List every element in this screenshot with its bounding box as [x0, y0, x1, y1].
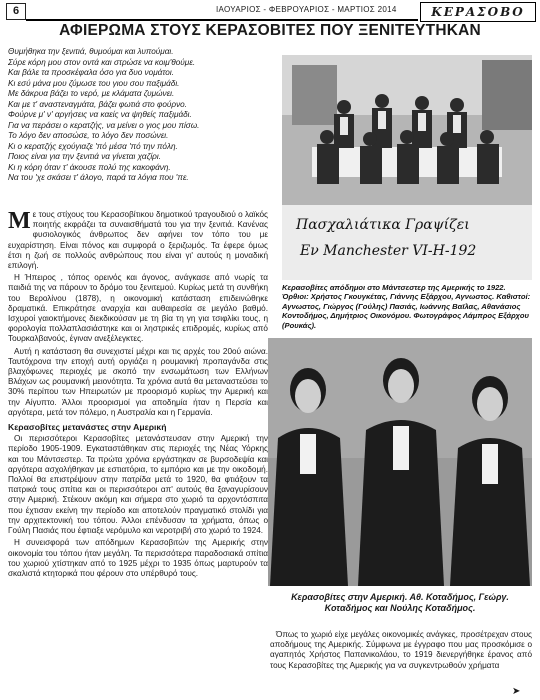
- photo2-caption: Κερασοβίτες στην Αμερική. Αθ. Κοταδήμος, Γεώργ. Κοταδήμος και Νούλης Κοταδήμος.: [291, 592, 509, 613]
- article-title: ΑΦΙΕΡΩΜΑ ΣΤΟΥΣ ΚΕΡΑΣΟΒΙΤΕΣ ΠΟΥ ΞΕΝΙΤΕΥΤΗΚΑΝ: [59, 22, 481, 39]
- issue-date: ΙΑΟΥΑΡΙΟΣ - ΦΕΒΡΟΥΑΡΙΟΣ - ΜΑΡΤΙΟΣ 2014: [216, 5, 397, 14]
- portrait-photo-kotadimos: [268, 338, 532, 586]
- poem: [8, 47, 274, 184]
- drop-cap: Μ: [8, 208, 31, 234]
- article-left-column: [8, 210, 268, 581]
- poem-line: Θυμήθηκα την ξενιτιά, θυμούμαι και λυπούμαι.: [8, 47, 174, 56]
- poem-line: Για να περάσει ο κερατζής, να μείνει ο γιος μου πίσω.: [8, 120, 200, 130]
- masthead: ΚΕΡΑΣΟΒΟ: [420, 2, 536, 22]
- paragraph: Η Ήπειρος , τόπος ορεινός και άγονος, ανάγκασε από νωρίς τα παιδιά της να πάρουν το δρόμο του ξενιτεμού. Κυρίως μετά τη συνθήκη του Βερολίνου (1878), η οικονομική κατάσταση επιδεινώθηκε δραματικά. Επικράτησε αναρχία και αυθαιρεσία σε μεγάλο βαθμό. Ισχυροί γαιοκτήμονες διεκδικούσαν με τη βία τη γη για τσιφλίκι τους, η φορολογία πολλαπλασιάστηκε και οι ληστρικές επιδρομές, κυρίως από Τουρκαλβανούς, έγιναν ανεξέλεγκτες.: [8, 273, 268, 344]
- photo-inscription-line2: Εν Manchester VI-H-192: [300, 243, 477, 259]
- poem-line: Με δάκρυα βάζει το νερό, με κλάματα ζυμώνει.: [8, 89, 175, 98]
- paragraph: ε τους στίχους του Κερασοβίτικου δημοτικού τραγουδιού ο λαϊκός ποιητής εκφράζει τα συναισθήματά του για την ξενιτιά. Κανένας φυσιολογικός άνθρωπος δεν αφήνει τον τόπο του με ευχαρίστηση. Είναι πόνος και συμφορά ο ξεριζωμός. Τα έφερε όμως έτσι η ζωή σε πολλούς ανθρώπους που είναι γι' αυτούς η μοναδική επιλογή.: [8, 210, 268, 271]
- poem-line: Και με τ' αναστεναγμάτα, βάζει φωτιά στο φούρνο.: [8, 99, 188, 109]
- poem-line: Ποιος είναι για την ξενιτιά να γίνεται χαζίρι.: [8, 152, 161, 161]
- poem-line: Σύρε κόρη μου στον οντά και στρώσε να κοιμ'θούμε.: [8, 57, 196, 67]
- article-right-column: [270, 630, 532, 673]
- paragraph: Αυτή η κατάσταση θα συνεχιστεί μέχρι και τις αρχές του 20ού αιώνα. Ταυτόχρονα την εποχή αυτή οργιάζει η ρουμανική προπαγάνδα στις βλαχόφωνες περιοχές με σκοπό την ενσωμάτωση των Ελλήνων Βλάχων ως ρουμανική μειονότητα. Τα χρόνια αυτά θα μεταναστεύσει το 30% περίπου των Ηπειρωτών με προορισμό κυρίως την Αμερική και την Αίγυπτο. Άλλοι προορισμοί για αποδημία ήταν η Περσία και αργότερα, μετά τον πόλεμο, η Αυστραλία και η Γερμανία.: [8, 346, 268, 417]
- group-photo-manchester: [282, 55, 532, 280]
- page-header: [0, 0, 540, 20]
- poem-line: Κι η κόρη όταν τ' άκουσε πολύ της κακοφάνη.: [8, 162, 171, 172]
- section-heading: Κερασοβίτες μετανάστες στην Αμερική: [8, 422, 167, 433]
- poem-line: Και βάλε τα προσκέφαλα όσο για δυο νομάτοι.: [8, 68, 174, 77]
- paragraph: Οι περισσότεροι Κερασοβίτες μετανάστευσαν στην Αμερική την περίοδο 1905-1909. Εγκαταστάθηκαν στις περιοχές της Νέας Υόρκης και του Μάντσεστερ. Τα πρώτα χρόνια εργάστηκαν σε βυρσοδεψία και αργότερα ασχολήθηκαν με εστιατόρια, το εμπόριο και με την οικοδομή. Πολλοί θα επιστρέψουν στην πατρίδα μετά το 1920, θα φτιάξουν τα πατρικά τους σπίτια και οι περισσότεροι απ' αυτούς θα ξαναγυρίσουν στην Αμερική. Στέκουν ακόμη και σήμερα στο χωριό τα αρχοντόσπιτα που έχτισαν εκείνη την περίοδο και αποτελούν πραγματικό στολίδι για την αρχιτεκτονική του τόπου. Άλλοι επένδυσαν τα χρήματα, όπως ο Γούλη Πασιάς που έφτιαξε νερόμυλο και νεροτριβή στο χωριό το 1924.: [8, 434, 268, 536]
- continue-arrow-icon: ➤: [512, 686, 521, 697]
- header-rule: [26, 19, 418, 21]
- paragraph: Όπως το χωριό είχε μεγάλες οικονομικές ανάγκες, προσέτρεχαν στους αποδήμους της Αμερικής. Σύμφωνα με έγγραφο που μας προσκόμισε ο αγαπητός Χρήστος Παπανικολάου, το 1919 διενεργήθηκε έρανος από τους Κερασοβίτες της Αμερικής για να συγκεντρωθούν χρήματα: [270, 630, 532, 670]
- poem-line: Να του 'χε σκάσει τ' άλογο, παρά τα λόγια που 'πε.: [8, 173, 189, 182]
- photo-inscription-line1: Πασχαλιάτικα Γραψίζει: [296, 217, 470, 233]
- poem-line: Φούρνε μ' ν' αργήσεις να καείς να ψηθείς παξιμάδι.: [8, 110, 192, 119]
- poem-line: Το λόγο δεν αποσώσε, το λόγο δεν ποσώνει.: [8, 131, 169, 140]
- poem-line: Κι εσύ μάνα μου ζύμωσε του γιου σου παξιμάδι.: [8, 78, 180, 88]
- page-number: 6: [6, 3, 26, 20]
- paragraph: Η συνεισφορά των απόδημων Κερασοβιτών της Αμερικής στην οικονομία του τόπου ήταν μεγάλη. Τα περισσότερα παραδοσιακά σπίτια του χωριού χτίστηκαν από το 1925 μέχρι το 1935 όπως μαρτυρούν τα σκαλιστά κτητορικά που φέρουν στο υπέρθυρό τους.: [8, 538, 268, 578]
- photo1-caption: Κερασοβίτες απόδημοι στο Μάντσεστερ της Αμερικής το 1922. Όρθιοι: Χρήστος Γκουγκέτας, Γιάννης Εξάρχου, Αγνωστος. Καθιστοί: Αγνωστος, Γιώργος (Γούλης) Πασιάς, Ιωάννης Βαϊλας, Αθανάσιος Κοντοδήμος, Δημήτριος Οικονόμου. Φωτογράφος Λάμπρος Εξάρχου (Ρουκάς).: [282, 283, 531, 330]
- poem-line: Κι ο κερατζής εχούγιαζε 'πό μέσα 'πό την πόλη.: [8, 141, 178, 151]
